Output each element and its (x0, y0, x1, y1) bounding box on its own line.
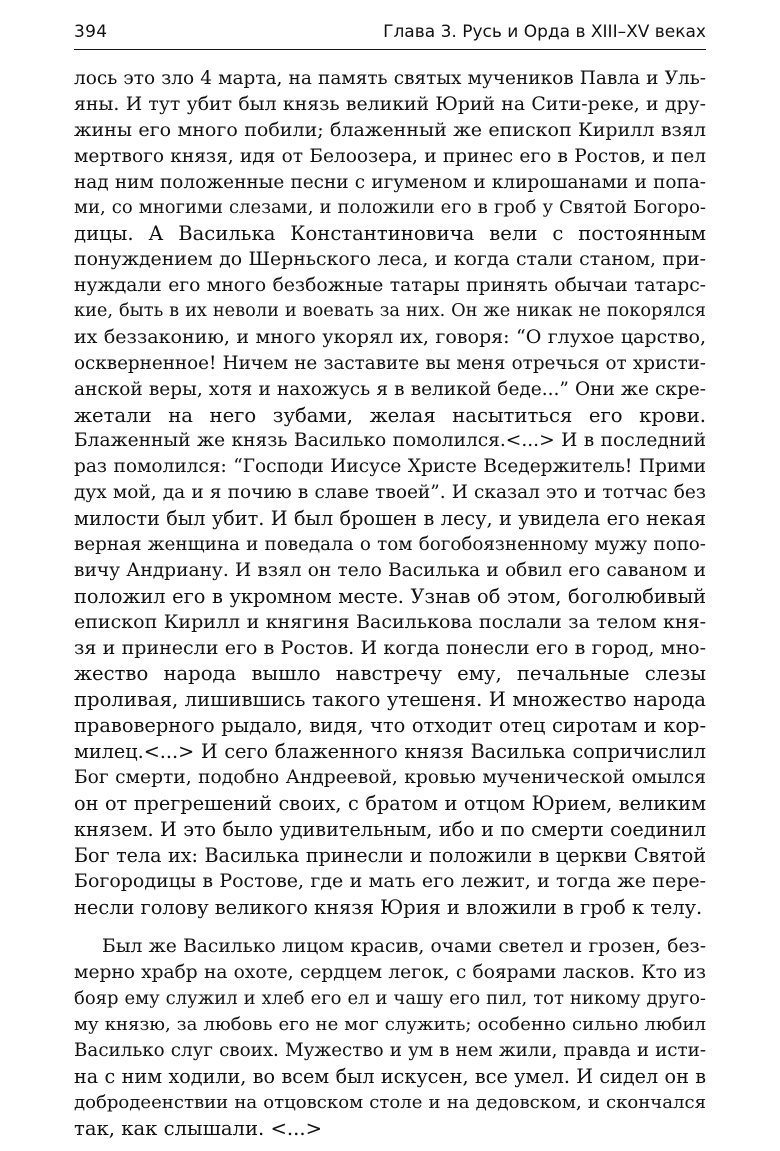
header-rule (74, 49, 706, 50)
text-line: на с ним ходили, во всем был искусен, все умел. И сидел он в (74, 1064, 706, 1088)
text-line: Был же Василько лицом красив, очами светел и грозен, без- (102, 936, 706, 958)
text-line: вичу Андриану. И взял он тело Василька и обвил его саваном и (74, 559, 706, 581)
text-line: жины его много побили; блаженный же епископ Кирилл взял (74, 118, 706, 141)
text-line: добродеенствии на отцовском столе и на дедовском, и скончался (74, 1091, 706, 1113)
text-line: мерно храбр на охоте, сердцем легок, с боярами ласков. Кто из (74, 962, 706, 984)
page-number: 394 (74, 22, 108, 42)
text-line: Василько слуг своих. Мужество и ум в нем жили, правда и исти- (74, 1039, 706, 1061)
text-line: правоверного рыдало, видя, что отходит отец сиротам и кор- (74, 714, 706, 738)
text-line: несли голову великого князя Юрия и вложили в гроб к телу. (74, 895, 703, 919)
text-line: он от прегрешений своих, с братом и отцом Юрием, великим (74, 791, 706, 815)
text-line: нуждали его много безбожные татары принять обычаи татарс- (74, 275, 706, 297)
text-line: положил его в укромном месте. Узнав об этом, боголюбивый (74, 584, 706, 608)
text-line: жество народа вышло навстречу ему, печальные слезы (74, 662, 706, 686)
text-line: милец.<...> И сего блаженного князя Василька сопричислил (74, 740, 706, 764)
text-line: му князю, за любовь его не мог служить; особенно сильно любил (74, 1014, 706, 1036)
text-line: зя и принесли его в Ростов. И когда понесли его в город, мно- (74, 636, 706, 659)
text-line: анской веры, хотя и нахожусь я в великой беде...” Они же скре- (74, 378, 706, 400)
text-line: князем. И это было удивительным, ибо и по смерти соединил (74, 817, 706, 841)
text-line: Бог смерти, подобно Андреевой, кровью мученической омылся (74, 767, 706, 789)
paragraph (74, 66, 706, 920)
text-line: бояр ему служил и хлеб его ел и чашу его пил, тот никому друго- (74, 988, 706, 1010)
text-line: жетали на него зубами, желая насытиться его крови. (74, 403, 706, 427)
text-line: лось это зло 4 марта, на память святых мучеников Павла и Уль- (74, 68, 706, 89)
text-line: милости был убит. И был брошен в лесу, и увидела его некая (74, 507, 706, 531)
text-line: ми, со многими слезами, и положили его в гроб у Святой Богоро- (74, 197, 706, 219)
text-line: дух мой, да и я почию в славе твоей”. И сказал это и тотчас без (74, 482, 706, 504)
text-line: кие, быть в их неволи и воевать за них. Он же никак не покорялся (74, 301, 706, 322)
running-head: Глава 3. Русь и Орда в XIII–XV веках (383, 22, 706, 42)
text-line: понуждением до Шерньского леса, и когда стали станом, при- (74, 248, 706, 271)
text-line: Бог тела их: Василька принесли и положили в церкви Святой (74, 843, 706, 867)
paragraph-gap (74, 920, 706, 934)
text-line: мертвого князя, идя от Белоозера, и принес его в Ростов, и пел (74, 145, 706, 167)
text-line: раз помолился: “Господи Иисусе Христе Вседержитель! Прими (74, 456, 706, 478)
text-line: так, как слышали. <...> (74, 1116, 323, 1140)
text-line: дицы. А Василька Константиновича вели с постоянным (74, 222, 706, 246)
body-text (74, 66, 706, 1142)
text-line: оскверненное! Ничем не заставите вы меня отречься от христи- (74, 352, 706, 374)
page-header (74, 22, 706, 48)
text-line: Блаженный же князь Василько помолился.<...> И в последний (74, 430, 706, 452)
text-line: над ним положенные песни с игуменом и клирошанами и попа- (74, 171, 706, 193)
text-line: проливая, лишившись такого утешеня. И множество народа (74, 688, 706, 712)
text-line: верная женщина и поведала о том богобоязненному мужу попо- (74, 534, 706, 556)
paragraph (74, 934, 706, 1141)
text-line: Богородицы в Ростове, где и мать его лежит, и тогда же пере- (74, 869, 706, 892)
text-line: яны. И тут убит был князь великий Юрий на Сити-реке, и дру- (74, 93, 706, 115)
text-line: их беззаконию, и много укорял их, говоря: “О глухое царство, (74, 325, 706, 348)
text-line: епископ Кирилл и княгиня Василькова послали за телом кня- (74, 610, 706, 633)
